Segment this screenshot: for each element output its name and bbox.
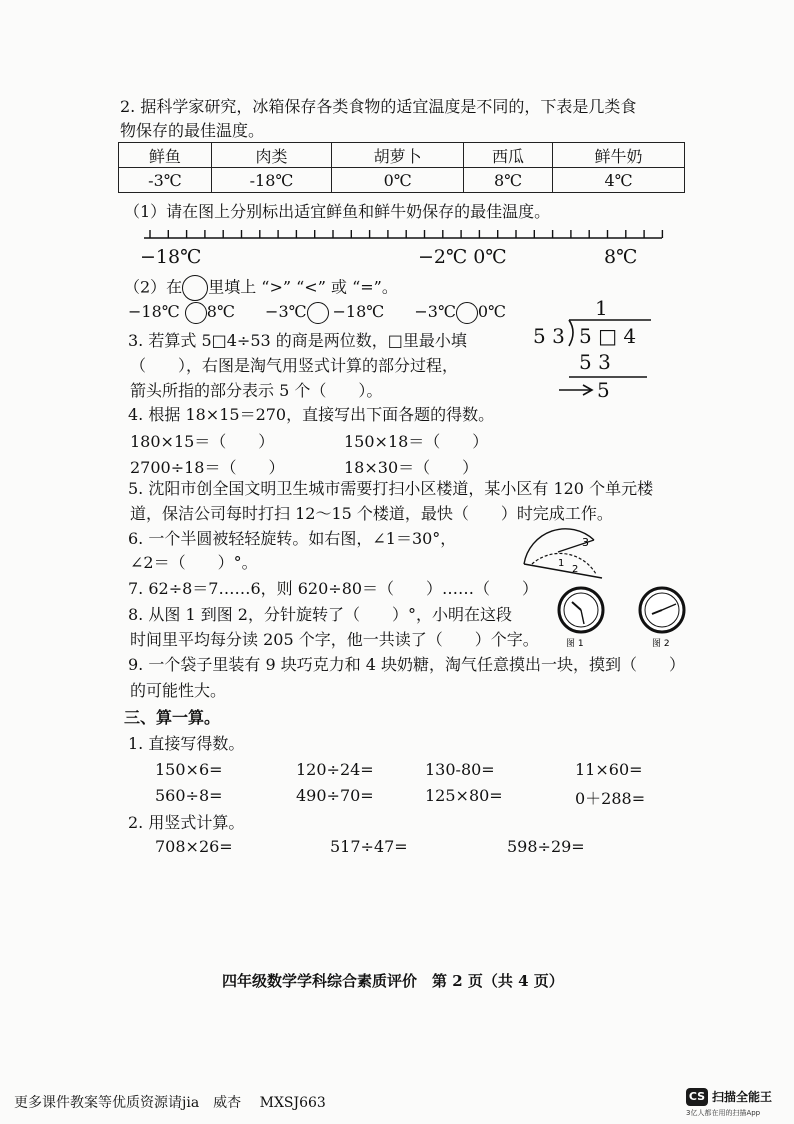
number-line-ticks xyxy=(150,230,662,238)
fig2-label: 图 2 xyxy=(652,639,670,649)
number-line-label-middle: −2℃ 0℃ xyxy=(418,246,507,268)
angle-label: 3 xyxy=(582,536,589,549)
compare-left: −3℃ xyxy=(265,302,307,321)
oral-item: 560÷8= xyxy=(155,786,223,805)
bottom-note: 更多课件教案等优质资源请jia 威杏 MXSJ663 xyxy=(14,1095,326,1111)
q8-line2: 时间里平均每分读 205 个字，他一共读了（ ）个字。 xyxy=(130,630,539,649)
clock-figures xyxy=(556,584,696,650)
oral-item: 125×80= xyxy=(425,786,503,805)
number-line-label-left: −18℃ xyxy=(140,246,202,268)
compare-circle[interactable] xyxy=(185,302,207,324)
table-header-cell: 肉类 xyxy=(211,143,331,168)
oral-item: 490÷70= xyxy=(296,786,374,805)
q4-item: 18×30＝（ ） xyxy=(344,458,479,477)
semicircle-figure xyxy=(518,524,604,582)
q9-line2: 的可能性大。 xyxy=(130,681,227,700)
scanner-logo-icon: CS xyxy=(686,1088,708,1106)
table-cell: 4℃ xyxy=(552,168,684,193)
number-line-label-right: 8℃ xyxy=(604,246,638,268)
compare-right: −18℃ xyxy=(332,302,385,321)
vertical-calc-item: 517÷47= xyxy=(330,837,408,856)
q2-intro-line2: 物保存的最佳温度。 xyxy=(120,121,265,140)
clock-icon xyxy=(559,588,603,632)
compare-right: 8℃ xyxy=(206,302,235,321)
q4-item: 180×15＝（ ） xyxy=(130,432,275,451)
division-product: 5 3 xyxy=(579,350,611,374)
q2-sub2-suffix: 里填上 “>” “<” 或 “=”。 xyxy=(208,277,398,297)
compare-circle[interactable] xyxy=(307,302,329,324)
q3-line2: （ ），右图是淘气用竖式计算的部分过程， xyxy=(130,356,459,375)
q8-line1: 8. 从图 1 到图 2，分针旋转了（ ）°，小明在这段 xyxy=(128,605,512,624)
table-header-cell: 西瓜 xyxy=(464,143,553,168)
scanner-name: 扫描全能王 xyxy=(712,1090,773,1104)
number-line xyxy=(140,222,670,250)
arrow-icon xyxy=(557,382,597,398)
answer-circle[interactable] xyxy=(182,275,208,301)
clock-icon xyxy=(640,588,684,632)
oral-item: 150×6= xyxy=(155,760,223,779)
compare-circle[interactable] xyxy=(456,302,478,324)
section3-sub2: 2. 用竖式计算。 xyxy=(128,813,245,832)
angle-label: 2 xyxy=(572,564,579,575)
oral-item: 0＋288= xyxy=(575,789,646,808)
section3-sub1: 1. 直接写得数。 xyxy=(128,734,245,753)
compare-right: 0℃ xyxy=(477,302,506,321)
oral-item: 11×60= xyxy=(575,760,643,779)
q9-line1: 9. 一个袋子里装有 9 块巧克力和 4 块奶糖，淘气任意摸出一块，摸到（ ） xyxy=(128,655,686,674)
section3-title: 三、算一算。 xyxy=(124,708,221,727)
long-division-figure xyxy=(533,296,653,406)
table-header-cell: 鲜牛奶 xyxy=(552,143,684,168)
q7-line: 7. 62÷8＝7……6，则 620÷80＝（ ）……（ ） xyxy=(128,579,539,598)
table-header-row xyxy=(119,143,685,168)
division-dividend: 5 □ 4 xyxy=(579,324,637,348)
q3-line3: 箭头所指的部分表示 5 个（ ）。 xyxy=(130,381,383,400)
q6-line2: ∠2＝（ ）°。 xyxy=(130,553,258,572)
vertical-calc-item: 598÷29= xyxy=(507,837,585,856)
scanner-tagline: 3亿人都在用的扫描App xyxy=(686,1109,761,1117)
q2-sub1: （1）请在图上分别标出适宜鲜鱼和鲜牛奶保存的最佳温度。 xyxy=(124,202,551,221)
table-header-cell: 胡萝卜 xyxy=(332,143,464,168)
fig1-label: 图 1 xyxy=(566,639,584,649)
q2-sub2-line xyxy=(124,275,398,301)
division-remainder: 5 xyxy=(597,378,610,402)
oral-item: 120÷24= xyxy=(296,760,374,779)
q4-item: 2700÷18＝（ ） xyxy=(130,458,285,477)
temperature-table xyxy=(118,142,685,193)
q6-line1: 6. 一个半圆被轻轻旋转。如右图，∠1＝30°， xyxy=(128,529,457,548)
division-divisor: 5 3 xyxy=(533,324,565,348)
oral-item: 130-80= xyxy=(425,760,495,779)
q2-intro-line1: 2. 据科学家研究，冰箱保存各类食物的适宜温度是不同的，下表是几类食 xyxy=(120,97,637,116)
table-cell: 0℃ xyxy=(332,168,464,193)
q4-line: 4. 根据 18×15＝270，直接写出下面各题的得数。 xyxy=(128,405,495,424)
q5-line2: 道，保洁公司每时打扫 12～15 个楼道，最快（ ）时完成工作。 xyxy=(130,504,613,523)
q5-line1: 5. 沈阳市创全国文明卫生城市需要打扫小区楼道，某小区有 120 个单元楼 xyxy=(128,479,654,498)
division-quotient: 1 xyxy=(595,296,608,320)
table-cell: -3℃ xyxy=(119,168,212,193)
table-cell: 8℃ xyxy=(464,168,553,193)
vertical-calc-item: 708×26= xyxy=(155,837,233,856)
q3-line1: 3. 若算式 5□4÷53 的商是两位数，□里最小填 xyxy=(128,331,467,350)
angle-label: 1 xyxy=(558,558,565,569)
page-footer: 四年级数学学科综合素质评价 第 2 页（共 4 页） xyxy=(222,972,564,990)
q4-item: 150×18＝（ ） xyxy=(344,432,489,451)
compare-left: −18℃ xyxy=(128,302,180,321)
table-row xyxy=(119,168,685,193)
table-header-cell: 鲜鱼 xyxy=(119,143,212,168)
table-cell: -18℃ xyxy=(211,168,331,193)
compare-left: −3℃ xyxy=(414,302,456,321)
q2-compare-row xyxy=(128,301,506,324)
scanner-watermark xyxy=(686,1086,786,1120)
q2-sub2-prefix: （2）在 xyxy=(124,277,183,297)
